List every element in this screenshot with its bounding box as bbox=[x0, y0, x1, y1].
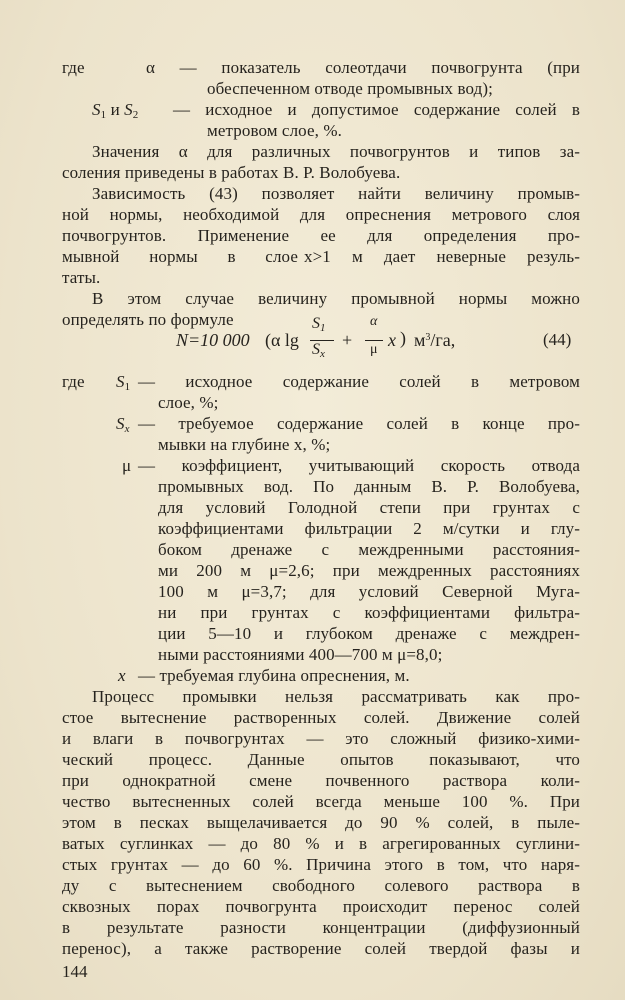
where-label-2: где bbox=[62, 372, 85, 391]
text-line-10a: мывной нормы в слое bbox=[62, 247, 298, 266]
text-line-34: чество вытесненных солей всегда меньше 100 %. При bbox=[62, 792, 580, 811]
text-line-31: и влаги в почвогрунтах — это сложный физико-хими- bbox=[62, 729, 580, 748]
symbol-mu: μ bbox=[122, 456, 132, 475]
symbol-sx: $S_x$ bbox=[116, 414, 130, 435]
text-line-9: почвогрунтов. Применение ее для определения про- bbox=[62, 226, 580, 245]
text-line-40: в результате разности концентрации (диффузионный bbox=[62, 918, 580, 937]
text-line-11: таты. bbox=[62, 268, 101, 287]
fraction2-denominator: μ bbox=[370, 342, 378, 357]
formula-plus: + bbox=[342, 330, 353, 350]
formula-lhs: N=10 000 bbox=[176, 330, 250, 350]
formula-close: ) bbox=[400, 328, 406, 348]
text-line-36: ватых суглинках — до 80 % и в агрегированных суглини- bbox=[62, 834, 580, 853]
where-label-1: где bbox=[62, 58, 85, 77]
text-line-32: ческий процесс. Данные опытов показывают, что bbox=[62, 750, 580, 769]
text-line-3: — исходное и допустимое содержание солей в bbox=[173, 100, 580, 119]
symbol-x: x bbox=[118, 666, 126, 685]
text-line-16: — требуемое содержание солей в конце про- bbox=[138, 414, 580, 433]
text-line-27: ными расстояниями 400—700 м μ=8,0; bbox=[158, 645, 443, 664]
text-line-39: сквозных порах почвогрунта происходит перенос солей bbox=[62, 897, 580, 916]
text-line-8: ной нормы, необходимой для опреснения метрового слоя bbox=[62, 205, 580, 224]
text-line-12: В этом случае величину промывной нормы можно bbox=[92, 289, 580, 308]
text-line-30: стое вытеснение растворенных солей. Движение солей bbox=[62, 708, 580, 727]
text-line-1: α — показатель солеотдачи почвогрунта (при bbox=[146, 58, 580, 77]
text-line-28: — требуемая глубина опреснения, м. bbox=[138, 666, 410, 685]
fraction2-bar bbox=[365, 340, 383, 341]
text-line-21: коэффициентами фильтрации 2 м/сутки и глу- bbox=[158, 519, 580, 538]
text-line-37: стых грунтах — до 60 %. Причина этого в том, что наря- bbox=[62, 855, 580, 874]
fraction1-numerator: $S_1$ bbox=[312, 315, 326, 334]
text-line-29: Процесс промывки нельзя рассматривать как про- bbox=[92, 687, 580, 706]
text-line-24: 100 м μ=3,7; для условий Северной Муга- bbox=[158, 582, 580, 601]
text-line-23: ми 200 м μ=2,6; при междренных расстояниях bbox=[158, 561, 580, 580]
text-line-26: ции 5—10 и глубоком дренаже с междрен- bbox=[158, 624, 580, 643]
fraction1-denominator: $S_x$ bbox=[312, 341, 325, 360]
text-line-25: ни при грунтах с коэффициентами фильтра- bbox=[158, 603, 580, 622]
symbols-s1-s2: $S_1$ и $S_2$ bbox=[92, 100, 139, 121]
equation-number: (44) bbox=[543, 330, 572, 349]
formula-x: x bbox=[388, 330, 396, 350]
text-line-6: соления приведены в работах В. Р. Волобуева. bbox=[62, 163, 401, 182]
fraction2-numerator: α bbox=[370, 314, 378, 329]
text-line-17: мывки на глубине x, %; bbox=[158, 435, 331, 454]
text-line-22: боком дренаже с междренными расстояния- bbox=[158, 540, 580, 559]
text-line-4: метровом слое, %. bbox=[207, 121, 342, 140]
text-line-35: этом в песках выщелачивается до 90 % солей, в пыле- bbox=[62, 813, 580, 832]
page-number: 144 bbox=[62, 962, 88, 981]
text-line-7: Зависимость (43) позволяет найти величину промыв- bbox=[92, 184, 580, 203]
text-line-38: ду с вытеснением свободного солевого раствора в bbox=[62, 876, 580, 895]
text-line-19: промывных вод. По данным В. Р. Волобуева, bbox=[158, 477, 580, 496]
text-line-41: перенос), а также растворение солей твердой фазы и bbox=[62, 939, 580, 958]
text-line-33: при однократной смене почвенного раствора коли- bbox=[62, 771, 580, 790]
text-line-5: Значения α для различных почвогрунтов и типов за- bbox=[92, 142, 580, 161]
text-line-2: обеспеченном отводе промывных вод); bbox=[207, 79, 493, 98]
text-line-18: — коэффициент, учитывающий скорость отвода bbox=[138, 456, 580, 475]
text-line-14: — исходное содержание солей в метровом bbox=[138, 372, 580, 391]
text-line-10b: x>1 м дает неверные резуль- bbox=[304, 247, 580, 266]
formula-open: (α lg bbox=[265, 330, 299, 350]
formula-unit: $м^3/га$, bbox=[414, 330, 456, 350]
text-line-15: слое, %; bbox=[158, 393, 219, 412]
text-line-13: определять по формуле bbox=[62, 310, 234, 329]
symbol-s1: $S_1$ bbox=[116, 372, 131, 393]
formula-44 bbox=[170, 314, 570, 370]
text-line-20: для условий Голодной степи при грунтах с bbox=[158, 498, 580, 517]
